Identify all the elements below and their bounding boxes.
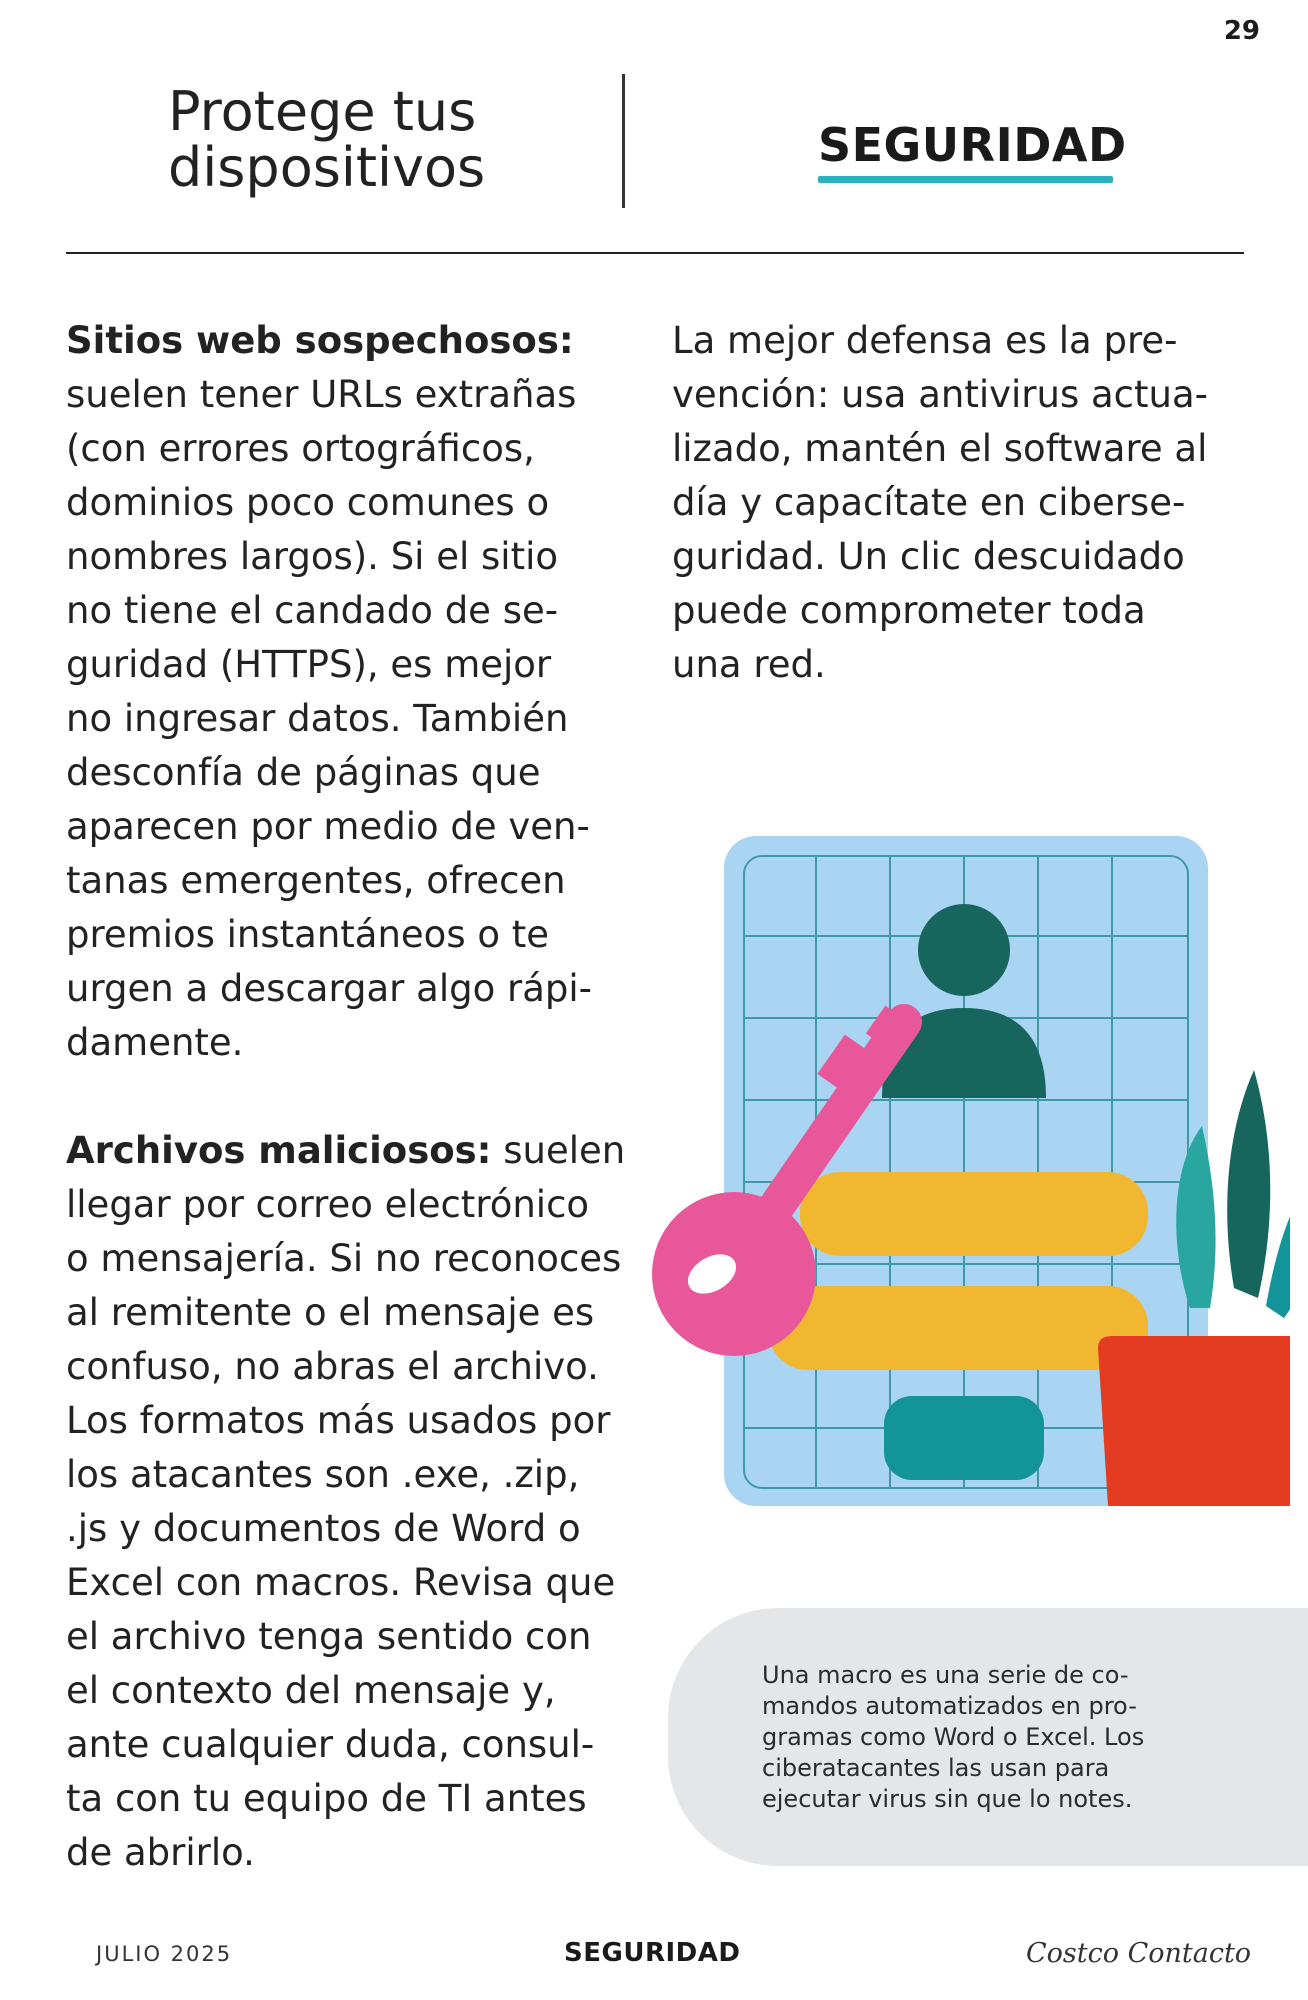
footer-date: JULIO 2025 [96, 1942, 233, 1966]
note-line: gramas como Word o Excel. Los [762, 1723, 1145, 1751]
text-line: urgen a descargar algo rápi- [66, 967, 592, 1010]
text-line: una red. [672, 643, 826, 686]
text-line: La mejor defensa es la pre- [672, 319, 1178, 362]
footer-brand: Costco Contacto [1026, 1938, 1252, 1969]
text-line: Los formatos más usados por [66, 1399, 611, 1442]
security-illustration [650, 828, 1290, 1548]
text-line: día y capacítate en ciberse- [672, 481, 1186, 524]
text-line: puede comprometer toda [672, 589, 1146, 632]
paragraph-suspicious-sites [66, 314, 646, 1070]
text-line: nombres largos). Si el sitio [66, 535, 559, 578]
text-line [66, 1124, 646, 1178]
note-line: ejecutar virus sin que lo notes. [762, 1785, 1133, 1813]
text-line: lizado, mantén el software al [672, 427, 1208, 470]
username-field [800, 1172, 1148, 1256]
text-line: de abrirlo. [66, 1831, 255, 1874]
page-title-line: Protege tus [168, 80, 477, 143]
password-field [768, 1286, 1148, 1370]
text-line: Excel con macros. Revisa que [66, 1561, 616, 1604]
text-line: los atacantes son .exe, .zip, [66, 1453, 580, 1496]
paragraph-heading: Archivos maliciosos: [66, 1129, 492, 1172]
note-line: ciberatacantes las usan para [762, 1754, 1110, 1782]
text-line: tanas emergentes, ofrecen [66, 859, 566, 902]
header-divider [622, 74, 625, 208]
text-line: guridad (HTTPS), es mejor [66, 643, 552, 686]
text-line: dominios poco comunes o [66, 481, 550, 524]
text-line: el archivo tenga sentido con [66, 1615, 592, 1658]
text-line: vención: usa antivirus actua- [672, 373, 1208, 416]
text-line: suelen tener URLs extrañas [66, 373, 577, 416]
text-line: damente. [66, 1021, 244, 1064]
text-line: .js y documentos de Word o [66, 1507, 581, 1550]
text-line: al remitente o el mensaje es [66, 1291, 595, 1334]
note-line: mandos automatizados en pro- [762, 1692, 1137, 1720]
text-fragment: suelen [491, 1129, 626, 1172]
paragraph-heading: Sitios web sospechosos: [66, 319, 574, 362]
footer-section: SEGURIDAD [564, 1938, 741, 1968]
text-line: aparecen por medio de ven- [66, 805, 590, 848]
section-underline [818, 176, 1113, 183]
header-rule [66, 252, 1244, 254]
right-column [672, 314, 1242, 692]
login-button [884, 1396, 1044, 1480]
paragraph-prevention [672, 314, 1242, 692]
text-line: guridad. Un clic descuidado [672, 535, 1185, 578]
text-line: (con errores ortográficos, [66, 427, 535, 470]
section-label: SEGURIDAD [818, 118, 1127, 172]
paragraph-malicious-files [66, 1124, 646, 1880]
macro-note [762, 1660, 1242, 1815]
text-line: no ingresar datos. También [66, 697, 569, 740]
text-line: premios instantáneos o te [66, 913, 550, 956]
flower-pot [1098, 1336, 1290, 1506]
text-line: desconfía de páginas que [66, 751, 541, 794]
page-number: 29 [1223, 16, 1260, 46]
text-line: llegar por correo electrónico [66, 1183, 590, 1226]
page-title [168, 80, 588, 199]
text-line: ta con tu equipo de TI antes [66, 1777, 587, 1820]
text-line: ante cualquier duda, consul- [66, 1723, 595, 1766]
note-line: Una macro es una serie de co- [762, 1661, 1129, 1689]
text-line: no tiene el candado de se- [66, 589, 559, 632]
left-column [66, 314, 646, 1880]
text-line: o mensajería. Si no reconoces [66, 1237, 622, 1280]
text-line: el contexto del mensaje y, [66, 1669, 556, 1712]
user-avatar-head [918, 904, 1010, 996]
text-line: confuso, no abras el archivo. [66, 1345, 599, 1388]
page-title-line: dispositivos [168, 136, 486, 199]
